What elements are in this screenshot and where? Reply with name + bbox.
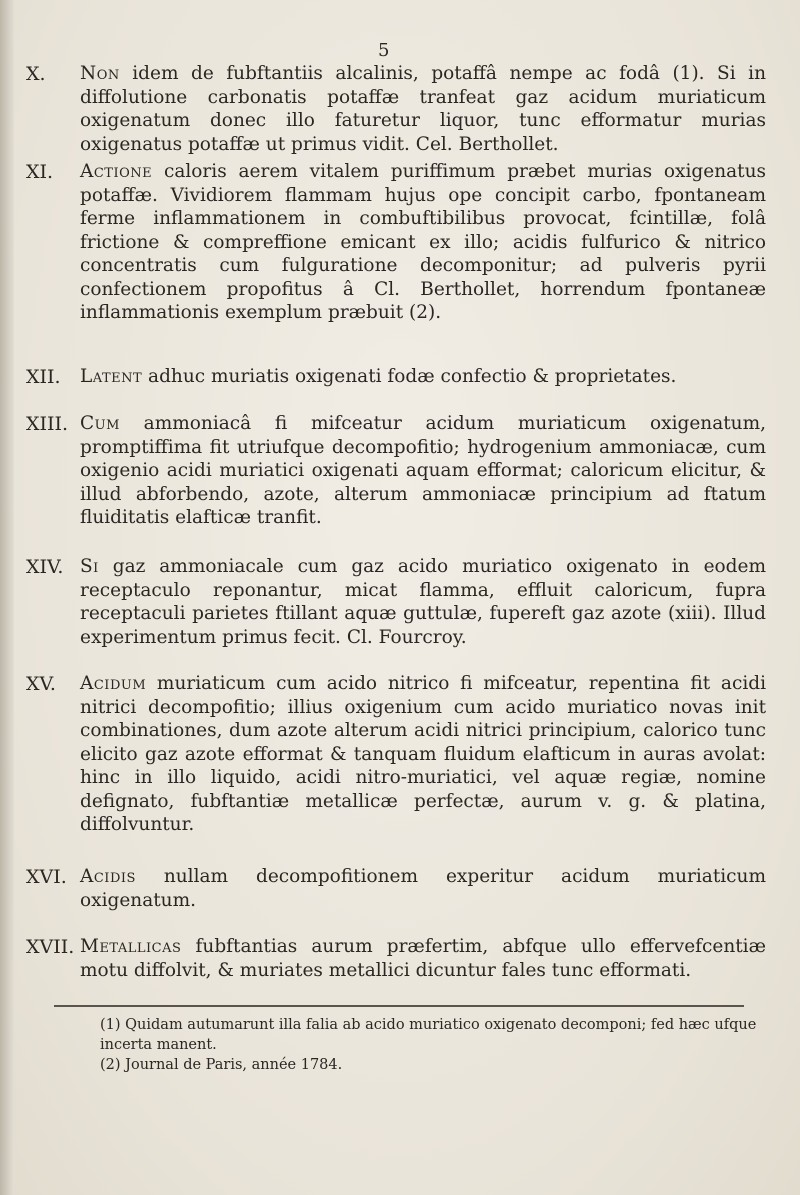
paragraph-text [80, 672, 766, 837]
paragraph-lead: Cum [80, 413, 120, 434]
paragraph-xi [26, 160, 766, 325]
page-binding-edge [0, 0, 14, 1195]
paragraph-lead: Non [80, 63, 120, 84]
paragraph-xvii [26, 935, 766, 982]
paragraph-text [80, 865, 766, 912]
paragraph-xii [26, 365, 766, 389]
paragraph-body: muriaticum cum acido nitrico fi mifceatur, repentina fit acidi nitrici decompofitio; illius oxigenium cum acido muriatico novas init combinationes, dum azote alterum acidi nitrici principium, calorico tunc elicito gaz azote efformat & tanquam fluidum elafticum in auras avolat: hinc in illo liquido, acidi nitro-muriatici, vel aquæ regiæ, nomine defignato, fubftantiæ metallicæ perfectæ, aurum v. g. & platina, diffolvuntur. [80, 673, 766, 835]
paragraph-text [80, 935, 766, 982]
page-mark: 5 [378, 40, 390, 61]
paragraph-xiv [26, 555, 766, 649]
paragraph-number: XVII. [26, 936, 75, 958]
paragraph-lead: Acidis [80, 866, 136, 887]
paragraph-number: XIII. [26, 413, 69, 435]
paragraph-lead: Acidum [80, 673, 147, 694]
paragraph-lead: Metallicas [80, 936, 182, 957]
paragraph-lead: Actione [80, 161, 153, 182]
paragraph-lead: Latent [80, 366, 143, 387]
paragraph-xiii [26, 412, 766, 530]
paragraph-xv [26, 672, 766, 837]
paragraph-text [80, 62, 766, 156]
paragraph-body: gaz ammoniacale cum gaz acido muriatico oxigenato in eodem receptaculo reponantur, micat flamma, effluit caloricum, fupra receptaculi parietes ftillant aquæ guttulæ, fupereft gaz azote (xiii). Illud experimentum primus fecit. Cl. Fourcroy. [80, 556, 766, 648]
paragraph-number: XI. [26, 161, 54, 183]
paragraph-body: adhuc muriatis oxigenati fodæ confectio & proprietates. [142, 366, 677, 387]
paragraph-body: ammoniacâ fi mifceatur acidum muriaticum oxigenatum, promptiffima fit utriufque decompofitio; hydrogenium ammoniacæ, cum oxigenio acidi muriatici oxigenati aquam efformat; caloricum elicitur, & illud abforbendo, azote, alterum ammoniacæ principium ad ftatum fluiditatis elafticæ tranfit. [80, 413, 766, 528]
paragraph-text [80, 555, 766, 649]
paragraph-text [80, 160, 766, 325]
paragraph-text [80, 412, 766, 530]
footnote-divider [54, 1005, 744, 1007]
footnote-2: (2) Journal de Paris, année 1784. [100, 1057, 343, 1073]
paragraph-number: X. [26, 63, 46, 85]
paragraph-xvi [26, 865, 766, 912]
paragraph-number: XIV. [26, 556, 64, 578]
paragraph-body: caloris aerem vitalem puriffimum præbet murias oxigenatus potaffæ. Vividiorem flammam hujus ope concipit carbo, fpontaneam ferme inflammationem in combuftibilibus provocat, fcintillæ, folâ frictione & compreffione emicant ex illo; acidis fulfurico & nitrico concentratis cum fulguratione decomponitur; ad pulveris pyrii confectionem propofitus â Cl. Berthollet, horrendum fpontaneæ inflammationis exemplum præbuit (2). [80, 161, 766, 323]
paragraph-body: nullam decompofitionem experitur acidum muriaticum oxigenatum. [80, 866, 766, 911]
paragraph-body: idem de fubftantiis alcalinis, potaffâ nempe ac fodâ (1). Si in diffolutione carbonatis potaffæ tranfeat gaz acidum muriaticum oxigenatum donec illo faturetur liquor, tunc efformatur murias oxigenatus potaffæ ut primus vidit. Cel. Berthollet. [80, 63, 766, 155]
paragraph-number: XII. [26, 366, 61, 388]
paragraph-x [26, 62, 766, 156]
paragraph-number: XVI. [26, 866, 67, 888]
footnote-1: (1) Quidam autumarunt illa falia ab acido muriatico oxigenato decomponi; fed hæc ufque incerta manent. [100, 1017, 757, 1053]
paragraph-body: fubftantias aurum præfertim, abfque ullo effervefcentiæ motu diffolvit, & muriates metallici dicuntur fales tunc efformati. [80, 936, 766, 981]
paragraph-text [80, 365, 766, 389]
paragraph-number: XV. [26, 673, 56, 695]
footnotes [100, 1015, 760, 1075]
paragraph-lead: Si [80, 556, 99, 577]
